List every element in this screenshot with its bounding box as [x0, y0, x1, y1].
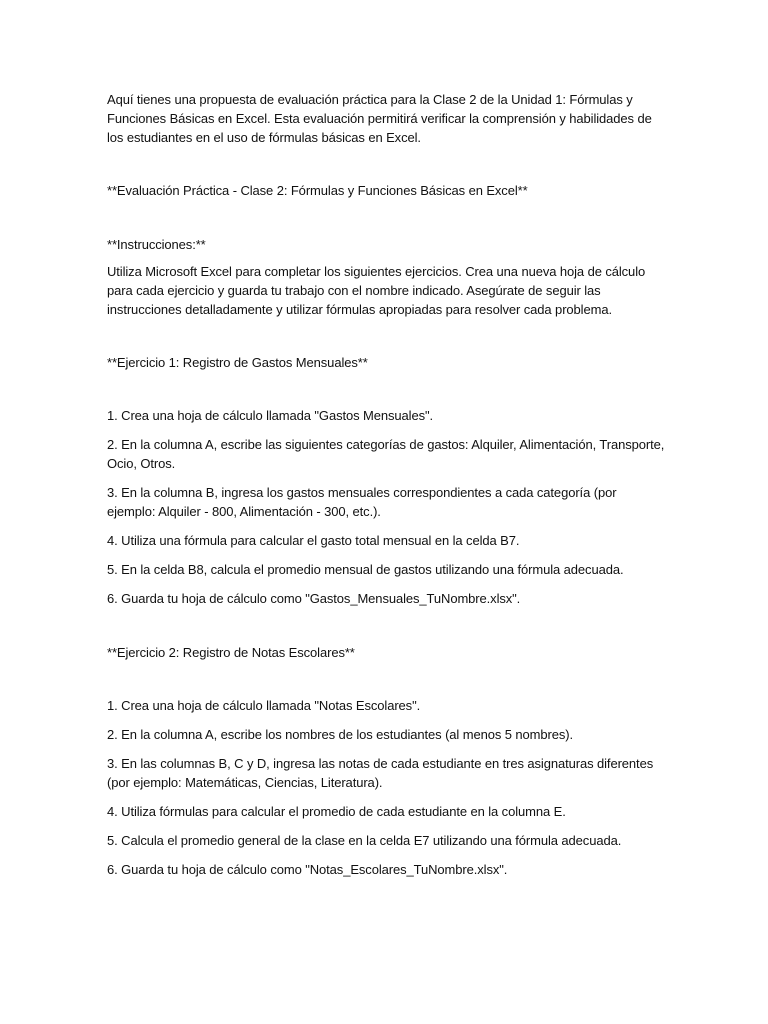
document-title: **Evaluación Práctica - Clase 2: Fórmulas y Funciones Básicas en Excel** [107, 183, 528, 198]
exercise-2-heading: **Ejercicio 2: Registro de Notas Escolares** [107, 645, 355, 660]
exercise-1-step-3: 3. En la columna B, ingresa los gastos mensuales correspondientes a cada categoría (por ejemplo: Alquiler - 800, Alimentación - 300, etc.). [107, 485, 617, 519]
exercise-2-step-6: 6. Guarda tu hoja de cálculo como "Notas_Escolares_TuNombre.xlsx". [107, 862, 508, 877]
exercise-2-step-5: 5. Calcula el promedio general de la clase en la celda E7 utilizando una fórmula adecuada. [107, 833, 622, 848]
exercise-1-step-5: 5. En la celda B8, calcula el promedio mensual de gastos utilizando una fórmula adecuada. [107, 562, 624, 577]
document-content [107, 90, 667, 914]
exercise-1-heading: **Ejercicio 1: Registro de Gastos Mensuales** [107, 355, 368, 370]
intro-paragraph: Aquí tienes una propuesta de evaluación práctica para la Clase 2 de la Unidad 1: Fórmulas y Funciones Básicas en Excel. Esta evaluación permitirá verificar la comprensión y habilidades de los estudiantes en el uso de fórmulas básicas en Excel. [107, 92, 652, 145]
exercise-2-step-3: 3. En las columnas B, C y D, ingresa las notas de cada estudiante en tres asignaturas diferentes (por ejemplo: Matemáticas, Ciencias, Literatura). [107, 756, 654, 790]
exercise-2-step-2: 2. En la columna A, escribe los nombres de los estudiantes (al menos 5 nombres). [107, 727, 574, 742]
exercise-1-step-6: 6. Guarda tu hoja de cálculo como "Gastos_Mensuales_TuNombre.xlsx". [107, 591, 521, 606]
exercise-1-steps [107, 406, 667, 608]
instructions-body: Utiliza Microsoft Excel para completar los siguientes ejercicios. Crea una nueva hoja de cálculo para cada ejercicio y guarda tu trabajo con el nombre indicado. Asegúrate de seguir las instrucciones detalladamente y utilizar fórmulas apropiadas para resolver cada problema. [107, 264, 646, 317]
exercise-2-step-4: 4. Utiliza fórmulas para calcular el promedio de cada estudiante en la columna E. [107, 804, 566, 819]
instructions-heading: **Instrucciones:** [107, 237, 206, 252]
exercise-2-steps [107, 696, 667, 879]
exercise-2-step-1: 1. Crea una hoja de cálculo llamada "Notas Escolares". [107, 698, 421, 713]
exercise-1-step-4: 4. Utiliza una fórmula para calcular el gasto total mensual en la celda B7. [107, 533, 520, 548]
exercise-1-step-1: 1. Crea una hoja de cálculo llamada "Gastos Mensuales". [107, 408, 434, 423]
exercise-1-step-2: 2. En la columna A, escribe las siguientes categorías de gastos: Alquiler, Alimentación, Transporte, Ocio, Otros. [107, 437, 665, 471]
